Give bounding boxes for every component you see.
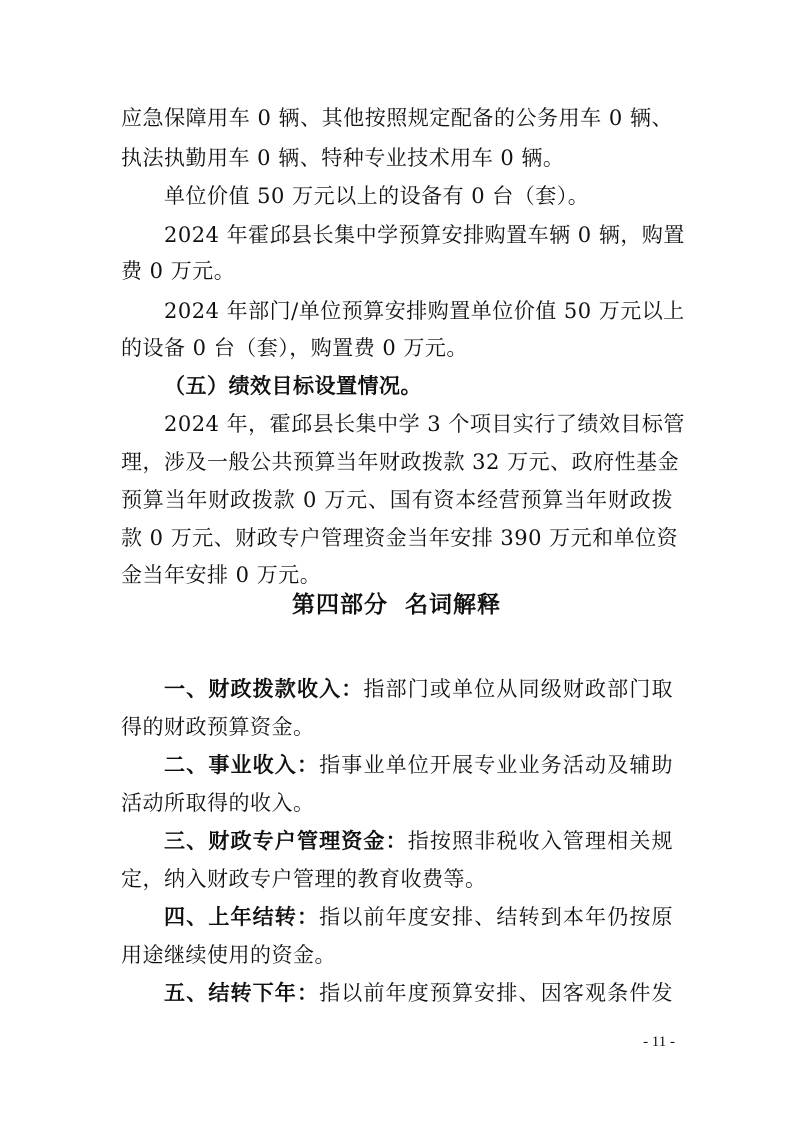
term-definition-line xyxy=(164,674,673,704)
paragraph-line: 应急保障用车 0 辆、其他按照规定配备的公务用车 0 辆、 xyxy=(121,106,673,130)
term-label: 五、结转下年： xyxy=(164,981,320,1005)
paragraph-line: 金当年安排 0 万元。 xyxy=(121,563,322,587)
term-text: 指部门或单位从同级财政部门取 xyxy=(363,677,674,701)
paragraph-line: 执法执勤用车 0 辆、特种专业技术用车 0 辆。 xyxy=(121,146,565,170)
term-label: 一、财政拨款收入： xyxy=(164,677,364,701)
section-title: 第四部分 名词解释 xyxy=(291,592,501,618)
body-text xyxy=(121,0,685,1122)
paragraph-line: 费 0 万元。 xyxy=(121,259,236,283)
paragraph-line: 款 0 万元、财政专户管理资金当年安排 390 万元和单位资 xyxy=(121,526,679,550)
term-definition-line: 定，纳入财政专户管理的教育收费等。 xyxy=(121,867,487,891)
paragraph-line: 单位价值 50 万元以上的设备有 0 台（套）。 xyxy=(164,184,590,208)
paragraph-line: 2024 年部门/单位预算安排购置单位价值 50 万元以上 xyxy=(164,299,685,323)
paragraph-line: 2024 年，霍邱县长集中学 3 个项目实行了绩效目标管 xyxy=(164,412,685,436)
page-number: - 11 - xyxy=(643,1034,675,1050)
term-definition-line xyxy=(164,978,673,1008)
term-text: 指以前年度预算安排、因客观条件发 xyxy=(319,981,674,1005)
subsection-heading: （五）绩效目标设置情况。 xyxy=(164,374,422,398)
term-definition-line xyxy=(164,750,673,780)
term-label: 二、事业收入： xyxy=(164,753,320,777)
term-definition-line: 得的财政预算资金。 xyxy=(121,715,315,739)
term-text: 指按照非税收入管理相关规 xyxy=(407,829,673,853)
term-label: 四、上年结转： xyxy=(164,905,320,929)
term-text: 指事业单位开展专业业务活动及辅助 xyxy=(319,753,674,777)
paragraph-line: 2024 年霍邱县长集中学预算安排购置车辆 0 辆，购置 xyxy=(164,223,685,247)
term-definition-line: 用途继续使用的资金。 xyxy=(121,943,336,967)
term-text: 指以前年度安排、结转到本年仍按原 xyxy=(319,905,674,929)
paragraph-line: 的设备 0 台（套），购置费 0 万元。 xyxy=(121,336,468,360)
paragraph-line: 预算当年财政拨款 0 万元、国有资本经营预算当年财政拨 xyxy=(121,488,673,512)
paragraph-line: 理，涉及一般公共预算当年财政拨款 32 万元、政府性基金 xyxy=(121,450,680,474)
term-label: 三、财政专户管理资金： xyxy=(164,829,408,853)
term-definition-line xyxy=(164,902,673,932)
term-definition-line xyxy=(164,826,673,856)
term-definition-line: 活动所取得的收入。 xyxy=(121,791,315,815)
